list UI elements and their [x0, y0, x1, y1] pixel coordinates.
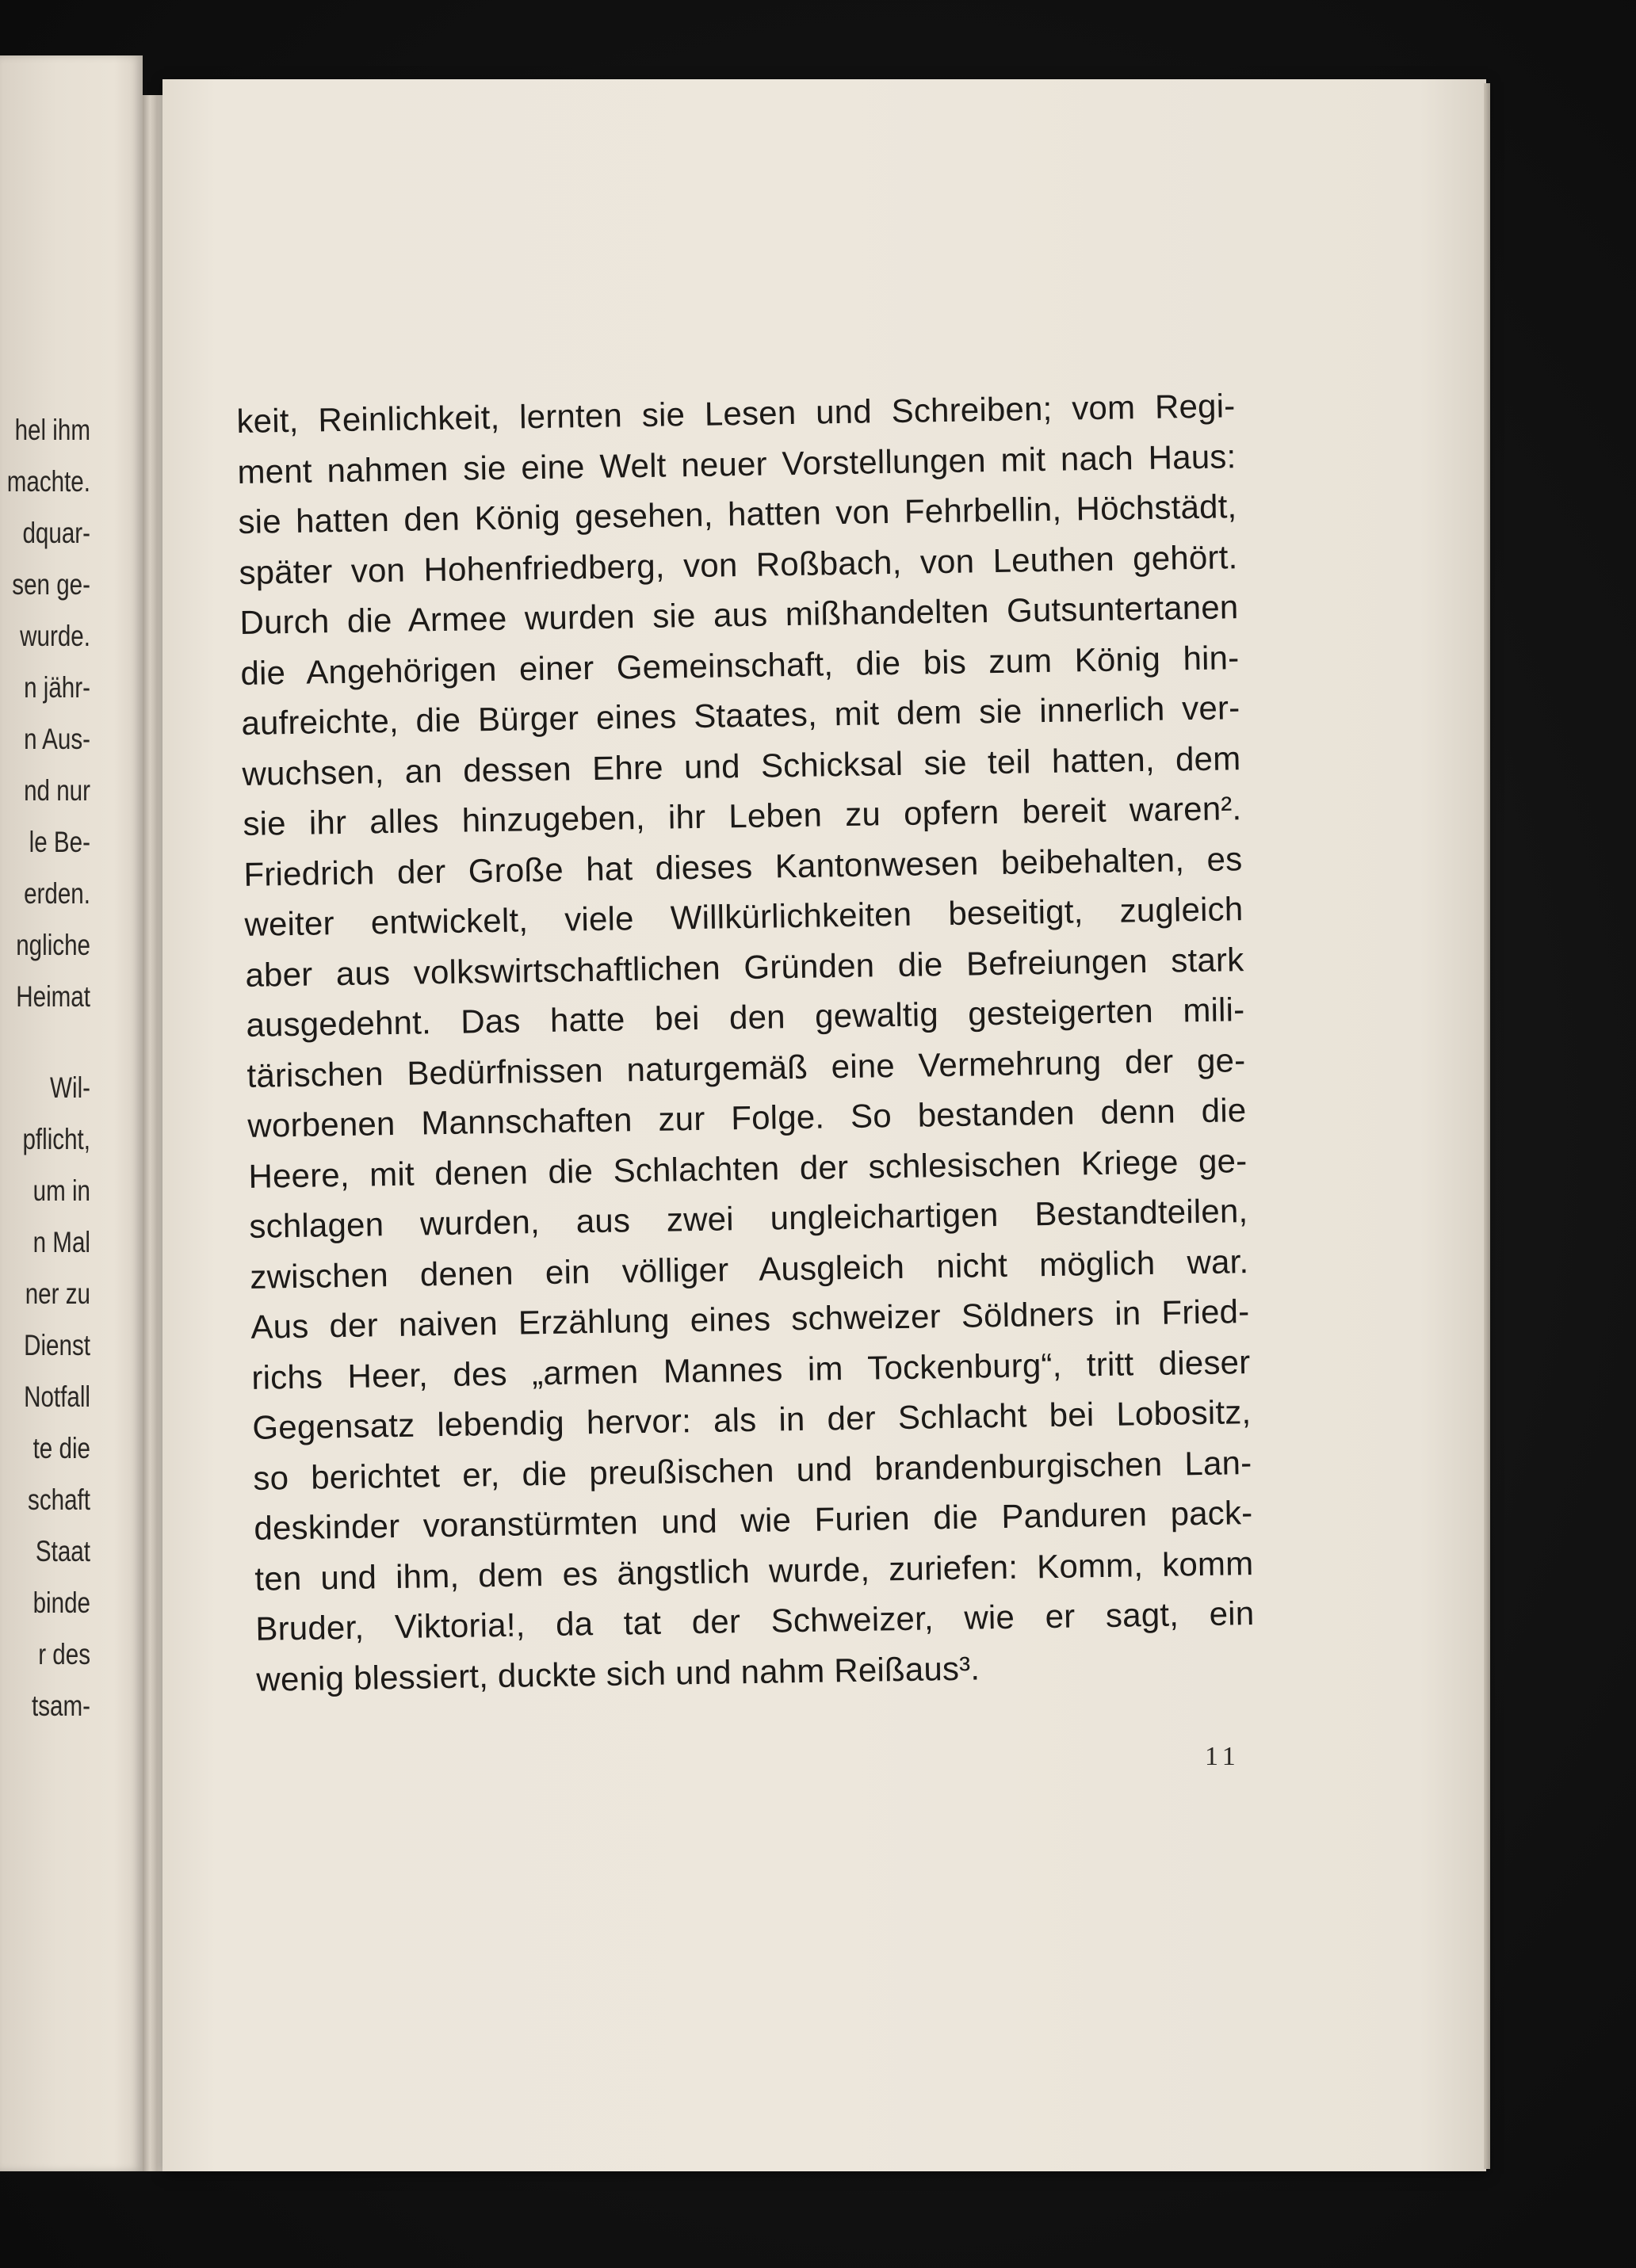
left-line: n jähr- [24, 671, 90, 704]
left-line: dquar- [22, 517, 90, 549]
page-edges [1484, 83, 1490, 2169]
left-line: Dienst [24, 1329, 90, 1361]
text-line: die Angehörigen einer Gemeinschaft, die bis zum König hin- [240, 638, 1240, 692]
text-line: Durch die Armee wurden sie aus mißhandelten Gutsuntertanen [239, 588, 1239, 641]
text-line: Friedrich der Große hat dieses Kantonwesen beibehalten, es [243, 839, 1243, 893]
left-line: hel ihm [14, 414, 90, 446]
left-line: Notfall [24, 1380, 90, 1413]
left-line: um in [32, 1174, 90, 1207]
text-line: zwischen denen ein völliger Ausgleich nicht möglich war. [250, 1242, 1249, 1296]
text-line: ment nahmen sie eine Welt neuer Vorstellungen mit nach Haus: [237, 437, 1237, 491]
text-line: sie hatten den König gesehen, hatten von Fehrbellin, Höchstädt, [238, 487, 1237, 540]
text-line: weiter entwickelt, viele Willkürlichkeiten beseitigt, zugleich [244, 890, 1244, 943]
text-line: richs Heer, des „armen Mannes im Tockenburg“, tritt dieser [251, 1342, 1251, 1396]
text-line: Aus der naiven Erzählung eines schweizer Söldners in Fried- [250, 1292, 1250, 1346]
left-line: Staat [35, 1535, 90, 1567]
text-line: tärischen Bedürfnissen naturgemäß eine Vermehrung der ge- [247, 1040, 1246, 1094]
left-page [0, 55, 143, 2171]
left-line: ner zu [25, 1277, 90, 1310]
text-line: ausgedehnt. Das hatte bei den gewaltig gesteigerten mili- [246, 991, 1245, 1044]
left-line: pflicht, [22, 1123, 90, 1155]
text-line: so berichtet er, die preußischen und brandenburgischen Lan- [253, 1443, 1252, 1497]
left-line: n Aus- [24, 723, 90, 755]
left-line: Wil- [50, 1071, 90, 1104]
left-line: Heimat [16, 980, 90, 1013]
left-line: tsam- [32, 1690, 90, 1722]
text-line: Bruder, Viktoria!, da tat der Schweizer, wie er sagt, ein [255, 1594, 1255, 1648]
left-line: n Mal [32, 1226, 90, 1258]
left-line: binde [32, 1586, 90, 1619]
text-line: aber aus volkswirtschaftlichen Gründen die Befreiungen stark [245, 940, 1244, 994]
left-line: te die [32, 1432, 90, 1464]
left-line: r des [38, 1638, 90, 1670]
text-line: sie ihr alles hinzugeben, ihr Leben zu opfern bereit waren². [243, 789, 1242, 842]
text-line: schlagen wurden, aus zwei ungleichartigen Bestandteilen, [249, 1192, 1248, 1245]
text-line: wuchsen, an dessen Ehre und Schicksal sie teil hatten, dem [242, 739, 1241, 792]
left-line: schaft [28, 1483, 90, 1516]
text-line: worbenen Mannschaften zur Folge. So bestanden denn die [247, 1091, 1247, 1144]
text-line: wenig blessiert, duckte sich und nahm Reißaus³. [256, 1648, 980, 1698]
text-line: ten und ihm, dem es ängstlich wurde, zuriefen: Komm, komm [254, 1544, 1254, 1598]
body-text [236, 380, 1256, 1705]
text-line: keit, Reinlichkeit, lernten sie Lesen und Schreiben; vom Regi- [236, 387, 1236, 440]
left-line: wurde. [20, 620, 90, 652]
text-line: Gegensatz lebendig hervor: als in der Schlacht bei Lobositz, [252, 1393, 1252, 1446]
text-line: später von Hohenfriedberg, von Roßbach, von Leuthen gehört. [239, 537, 1238, 591]
left-line: sen ge- [12, 568, 91, 601]
left-line: nd nur [24, 774, 90, 807]
text-line: deskinder voranstürmten und wie Furien die Panduren pack- [254, 1494, 1253, 1547]
text-line: aufreichte, die Bürger eines Staates, mit dem sie innerlich ver- [241, 689, 1240, 742]
left-line: ngliche [16, 929, 90, 961]
left-line: le Be- [29, 826, 90, 858]
page-number: 11 [1205, 1742, 1240, 1771]
left-line: machte. [6, 465, 91, 498]
left-line: erden. [24, 877, 90, 910]
text-line: Heere, mit denen die Schlachten der schlesischen Kriege ge- [248, 1141, 1248, 1195]
